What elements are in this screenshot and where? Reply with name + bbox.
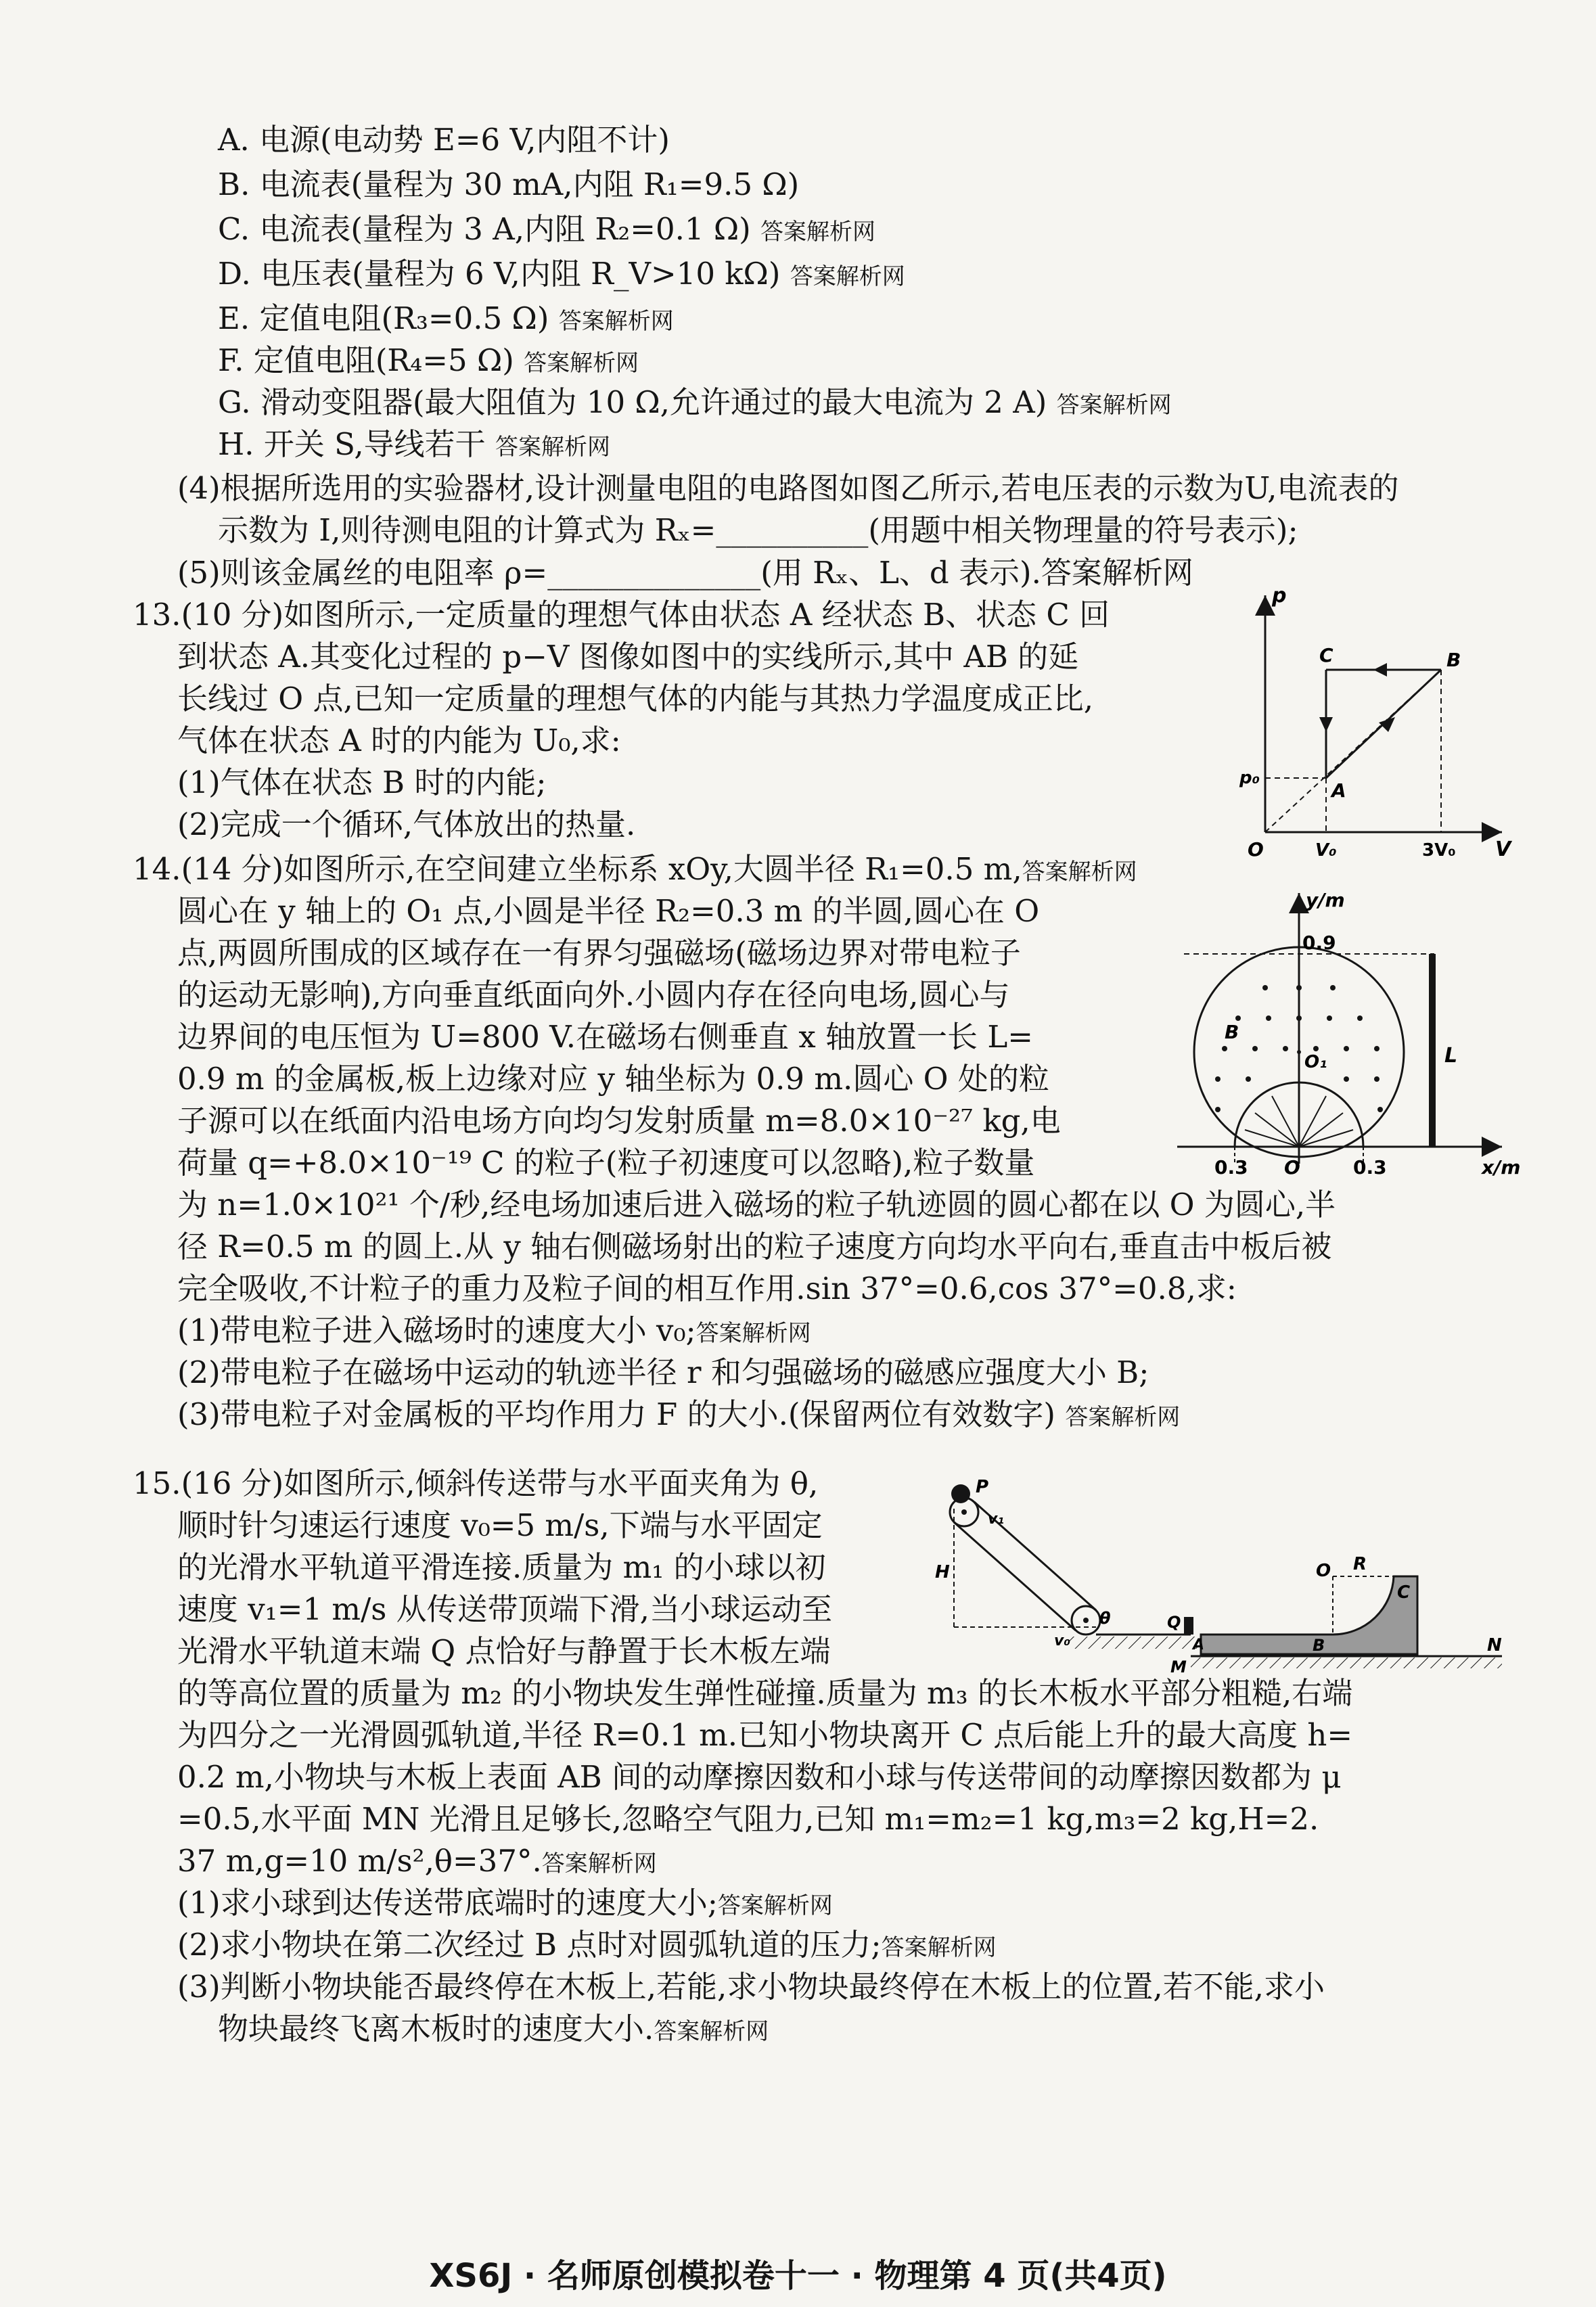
svg-text:M: M [1170, 1658, 1187, 1676]
svg-text:V₀: V₀ [1315, 840, 1337, 861]
svg-text:O: O [1316, 1561, 1331, 1581]
q14-line: 14.(14 分)如图所示,在空间建立坐标系 xOy,大圆半径 R₁=0.5 m,答案解析网 [133, 851, 1137, 887]
q15-line: 37 m,g=10 m/s²,θ=37°.答案解析网 [177, 1843, 657, 1879]
radial-arrows [1245, 1089, 1353, 1147]
page-footer: XS6J · 名师原创模拟卷十一 · 物理第 4 页(共4页) [429, 2257, 1167, 2295]
svg-text:V: V [1495, 838, 1511, 861]
q15-line: 顺时针匀速运行速度 v₀=5 m/s,下端与水平固定 [177, 1507, 823, 1543]
ball [951, 1484, 970, 1503]
svg-text:3V₀: 3V₀ [1422, 840, 1456, 861]
equipment-item: B. 电流表(量程为 30 mA,内阻 R₁=9.5 Ω) [218, 166, 800, 202]
q12-part: 示数为 I,则待测电阻的计算式为 Rₓ=__________(用题中相关物理量的符号表示); [218, 512, 1298, 548]
q15-line: 物块最终飞离木板时的速度大小.答案解析网 [218, 2011, 769, 2047]
svg-text:C: C [1397, 1582, 1411, 1603]
q13-line: 13.(10 分)如图所示,一定质量的理想气体由状态 A 经状态 B、状态 C 回 [133, 597, 1110, 633]
svg-text:p₀: p₀ [1239, 768, 1260, 788]
q12-part: (5)则该金属丝的电阻率 ρ=______________(用 Rₓ、L、d 表示).答案解析网 [177, 555, 1193, 591]
svg-text:y/m: y/m [1306, 889, 1345, 911]
svg-text:0.9: 0.9 [1302, 932, 1336, 954]
q14-line: (2)带电粒子在磁场中运动的轨迹半径 r 和匀强磁场的磁感应强度大小 B; [177, 1354, 1149, 1390]
svg-text:v₁: v₁ [988, 1511, 1004, 1528]
q15-line: (2)求小物块在第二次经过 B 点时对圆弧轨道的压力;答案解析网 [177, 1927, 997, 1963]
svg-text:0.3: 0.3 [1214, 1156, 1248, 1179]
q14-line: 完全吸收,不计粒子的重力及粒子间的相互作用.sin 37°=0.6,cos 37°=0.8,求: [177, 1271, 1237, 1306]
svg-text:x/m: x/m [1482, 1156, 1521, 1179]
q14-line: (3)带电粒子对金属板的平均作用力 F 的大小.(保留两位有效数字) 答案解析网 [177, 1396, 1181, 1432]
svg-text:0.3: 0.3 [1353, 1156, 1387, 1179]
q15-line: 为四分之一光滑圆弧轨道,半径 R=0.1 m.已知小物块离开 C 点后能上升的最大高度 h= [177, 1717, 1353, 1753]
q14-line: 点,两圆所围成的区域存在一有界匀强磁场(磁场边界对带电粒子 [177, 935, 1021, 971]
equipment-item: G. 滑动变阻器(最大阻值为 10 Ω,允许通过的最大电流为 2 A) 答案解析网 [218, 384, 1172, 420]
q14-line: 边界间的电压恒为 U=800 V.在磁场右侧垂直 x 轴放置一长 L= [177, 1019, 1033, 1055]
svg-text:B: B [1446, 649, 1461, 671]
svg-text:A: A [1331, 779, 1346, 802]
q13-line: 到状态 A.其变化过程的 p−V 图像如图中的实线所示,其中 AB 的延 [177, 639, 1079, 675]
q15-line: 的等高位置的质量为 m₂ 的小物块发生弹性碰撞.质量为 m₃ 的长木板水平部分粗糙,右端 [177, 1675, 1353, 1711]
q14-line: 荷量 q=+8.0×10⁻¹⁹ C 的粒子(粒子初速度可以忽略),粒子数量 [177, 1145, 1035, 1181]
svg-text:N: N [1487, 1635, 1502, 1655]
q15-line: 0.2 m,小物块与木板上表面 AB 间的动摩擦因数和小球与传送带间的动摩擦因数都为 μ [177, 1759, 1342, 1795]
long-board [1201, 1576, 1417, 1654]
svg-text:O: O [1284, 1156, 1300, 1179]
q15-line: 速度 v₁=1 m/s 从传送带顶端下滑,当小球运动至 [177, 1591, 832, 1627]
q15-line: 光滑水平轨道末端 Q 点恰好与静置于长木板左端 [177, 1633, 831, 1669]
equipment-item: F. 定值电阻(R₄=5 Ω) 答案解析网 [218, 342, 639, 378]
svg-text:A: A [1193, 1637, 1205, 1653]
q13-line: 气体在状态 A 时的内能为 U₀,求: [177, 723, 621, 758]
q12-part: (4)根据所选用的实验器材,设计测量电阻的电路图如图乙所示,若电压表的示数为U,电流表的 [177, 470, 1399, 506]
q15-line: 15.(16 分)如图所示,倾斜传送带与水平面夹角为 θ, [133, 1465, 819, 1501]
svg-text:θ: θ [1099, 1609, 1111, 1628]
q14-line: 子源可以在纸面内沿电场方向均匀发射质量 m=8.0×10⁻²⁷ kg,电 [177, 1103, 1061, 1139]
equipment-item: A. 电源(电动势 E=6 V,内阻不计) [218, 122, 670, 158]
svg-text:H: H [935, 1562, 950, 1582]
q15-line: =0.5,水平面 MN 光滑且足够长,忽略空气阻力,已知 m₁=m₂=1 kg,m₃=2 kg,H=2. [177, 1801, 1319, 1837]
block-m2 [1184, 1617, 1193, 1635]
svg-text:p: p [1272, 584, 1287, 608]
svg-text:B: B [1313, 1636, 1325, 1655]
q14-line: 径 R=0.5 m 的圆上.从 y 轴右侧磁场射出的粒子速度方向均水平向右,垂直击中板后被 [177, 1229, 1332, 1264]
equipment-item: D. 电压表(量程为 6 V,内阻 R_V>10 kΩ) 答案解析网 [218, 256, 905, 292]
q13-line: (2)完成一个循环,气体放出的热量. [177, 806, 636, 842]
q15-conveyor-diagram [934, 1477, 1509, 1685]
metal-plate [1429, 954, 1436, 1147]
svg-text:R: R [1353, 1554, 1367, 1574]
svg-text:O₁: O₁ [1304, 1052, 1327, 1072]
equipment-item: C. 电流表(量程为 3 A,内阻 R₂=0.1 Ω) 答案解析网 [218, 211, 876, 247]
q13-pv-graph [1239, 582, 1515, 866]
q15-line: (1)求小球到达传送带底端时的速度大小;答案解析网 [177, 1885, 833, 1921]
q13-line: 长线过 O 点,已知一定质量的理想气体的内能与其热力学温度成正比, [177, 681, 1094, 716]
q13-line: (1)气体在状态 B 时的内能; [177, 764, 547, 800]
svg-text:L: L [1444, 1044, 1458, 1068]
q14-line: 为 n=1.0×10²¹ 个/秒,经电场加速后进入磁场的粒子轨迹圆的圆心都在以 O 为圆心,半 [177, 1187, 1336, 1223]
svg-text:Q: Q [1167, 1613, 1181, 1632]
svg-text:O: O [1248, 838, 1264, 861]
q14-field-graph [1164, 880, 1521, 1184]
q15-line: 的光滑水平轨道平滑连接.质量为 m₁ 的小球以初 [177, 1549, 826, 1585]
svg-text:v₀: v₀ [1054, 1632, 1070, 1649]
svg-text:P: P [976, 1477, 989, 1497]
q14-line: 的运动无影响),方向垂直纸面向外.小圆内存在径向电场,圆心与 [177, 977, 1010, 1013]
q14-line: 0.9 m 的金属板,板上边缘对应 y 轴坐标为 0.9 m.圆心 O 处的粒 [177, 1061, 1049, 1097]
svg-text:C: C [1319, 644, 1333, 666]
q15-line: (3)判断小物块能否最终停在木板上,若能,求小物块最终停在木板上的位置,若不能,求小 [177, 1969, 1325, 2005]
equipment-item: E. 定值电阻(R₃=0.5 Ω) 答案解析网 [218, 300, 674, 336]
equipment-item: H. 开关 S,导线若干 答案解析网 [218, 426, 610, 462]
svg-text:B: B [1225, 1021, 1239, 1043]
q14-line: 圆心在 y 轴上的 O₁ 点,小圆是半径 R₂=0.3 m 的半圆,圆心在 O [177, 893, 1040, 929]
q14-line: (1)带电粒子进入磁场时的速度大小 v₀;答案解析网 [177, 1312, 811, 1348]
